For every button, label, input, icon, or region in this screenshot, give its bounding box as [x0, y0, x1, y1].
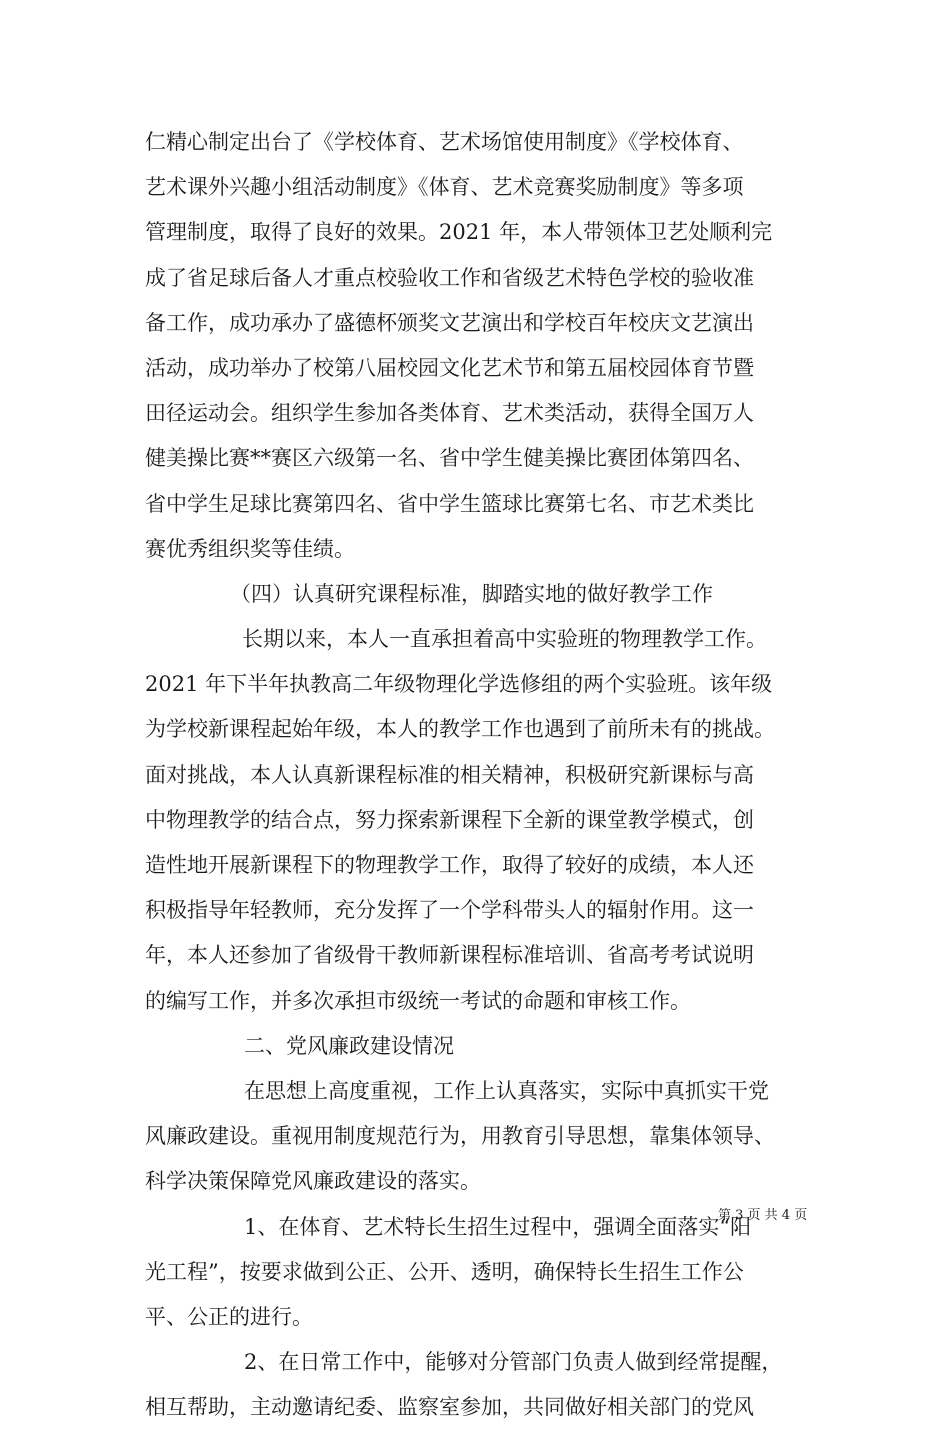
text-line: 科学决策保障党风廉政建设的落实。 [145, 1169, 481, 1194]
text-line: 田径运动会。组织学生参加各类体育、艺术类活动，获得全国万人 [145, 401, 754, 426]
text-line: 造性地开展新课程下的物理教学工作，取得了较好的成绩，本人还 [145, 853, 754, 877]
text-line: 积极指导年轻教师，充分发挥了一个学科带头人的辐射作用。这一 [145, 898, 754, 923]
text-line: 的编写工作，并多次承担市级统一考试的命题和审核工作。 [145, 988, 691, 1013]
text-line: 平、公正的进行。 [145, 1304, 313, 1329]
text-line: 管理制度，取得了良好的效果。2021 年，本人带领体卫艺处顺利完 [145, 220, 773, 245]
body-text [145, 120, 823, 1430]
text-line: 健美操比赛**赛区六级第一名、省中学生健美操比赛团体第四名、 [145, 446, 754, 471]
text-line: 光工程”，按要求做到公正、公开、透明，确保特长生招生工作公 [145, 1259, 744, 1284]
text-line: 活动，成功举办了校第八届校园文化艺术节和第五届校园体育节暨 [145, 355, 754, 380]
text-line: 相互帮助，主动邀请纪委、监察室参加，共同做好相关部门的党风 [145, 1395, 754, 1420]
text-line: 为学校新课程起始年级，本人的教学工作也遇到了前所未有的挑战。 [145, 717, 775, 742]
section-heading: （四）认真研究课程标准，脚踏实地的做好教学工作 [230, 581, 713, 606]
text-line: 年，本人还参加了省级骨干教师新课程标准培训、省高考考试说明 [145, 943, 754, 968]
section-heading: 二、党风廉政建设情况 [244, 1033, 454, 1058]
text-line: 在思想上高度重视，工作上认真落实，实际中真抓实干党 [244, 1078, 769, 1103]
text-line: 成了省足球后备人才重点校验收工作和省级艺术特色学校的验收准 [145, 265, 754, 290]
text-line: 仁精心制定出台了《学校体育、艺术场馆使用制度》《学校体育、 [145, 130, 744, 154]
text-line: 2021 年下半年执教高二年级物理化学选修组的两个实验班。该年级 [145, 672, 773, 697]
text-line: 备工作，成功承办了盛德杯颁奖文艺演出和学校百年校庆文艺演出 [145, 310, 754, 335]
text-line: 2、在日常工作中，能够对分管部门负责人做到经常提醒， [244, 1350, 783, 1375]
text-line: 长期以来，本人一直承担着高中实验班的物理教学工作。 [242, 627, 767, 652]
text-line: 风廉政建设。重视用制度规范行为，用教育引导思想，靠集体领导、 [145, 1124, 775, 1149]
page-number-footer: 第 3 页 共 4 页 [718, 1208, 808, 1223]
text-line: 赛优秀组织奖等佳绩。 [145, 536, 355, 561]
text-line: 面对挑战，本人认真新课程标准的相关精神，积极研究新课标与高 [145, 762, 754, 787]
text-line: 省中学生足球比赛第四名、省中学生篮球比赛第七名、市艺术类比 [145, 491, 754, 516]
text-line: 艺术课外兴趣小组活动制度》《体育、艺术竞赛奖励制度》等多项 [145, 175, 744, 200]
text-line: 1、在体育、艺术特长生招生过程中，强调全面落实“阳 [244, 1214, 752, 1239]
text-line: 中物理教学的结合点，努力探索新课程下全新的课堂教学模式，创 [145, 807, 754, 832]
